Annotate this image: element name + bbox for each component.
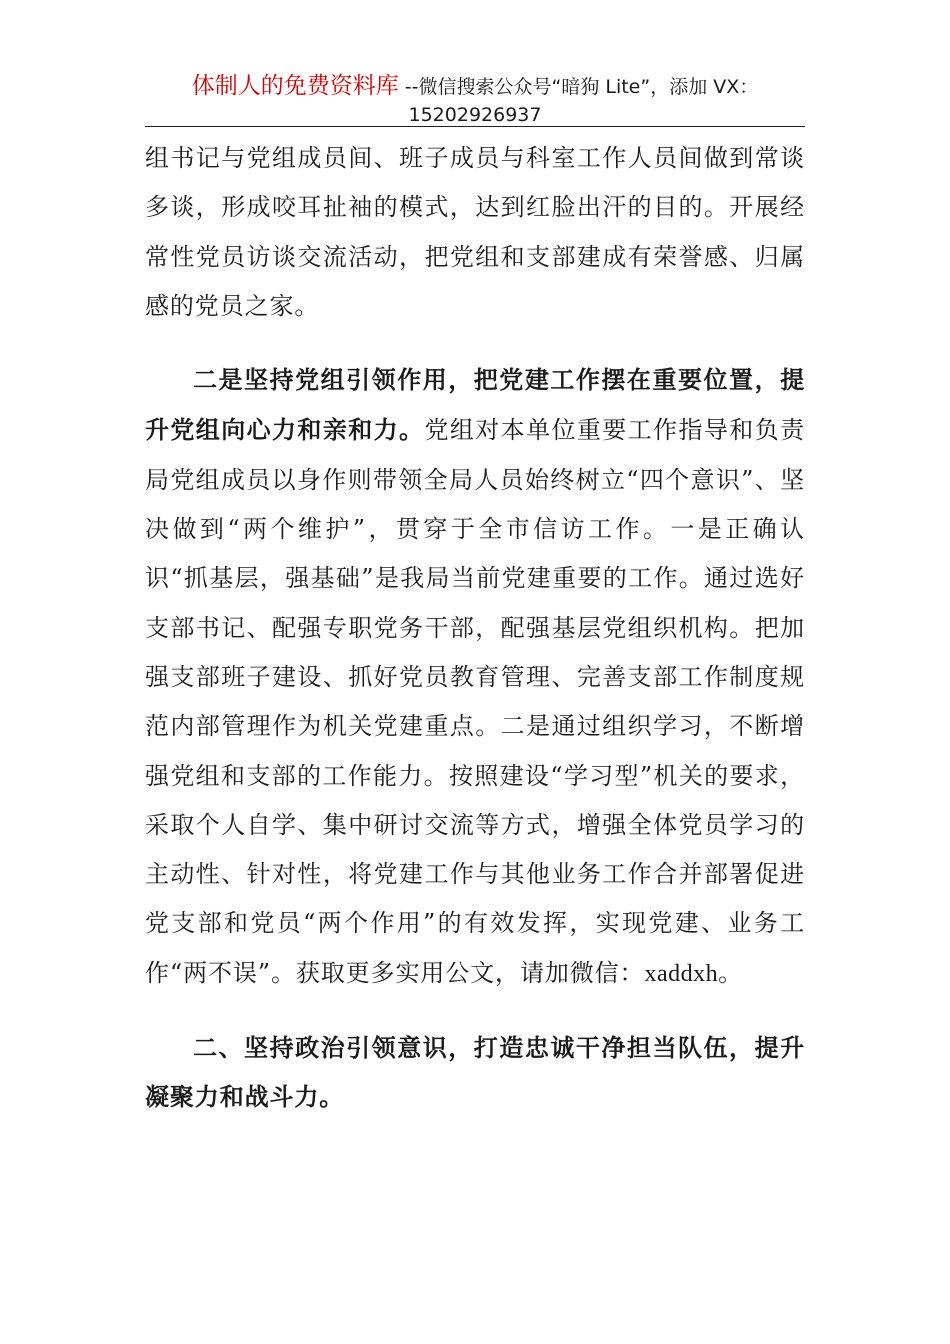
header-divider xyxy=(145,126,805,127)
paragraph-lead-heading: 二是坚持党组引领作用，把党建工作摆在重要位置，提升党组向心力和亲和力。 xyxy=(145,365,805,445)
document-body xyxy=(145,134,805,1122)
paragraph-continued: 组书记与党组成员间、班子成员与科室工作人员间做到常谈多谈，形成咬耳扯袖的模式，达到红脸出汗的目的。开展经常性党员访谈交流活动，把党组和支部建成有荣誉感、归属感的党员之家。 xyxy=(145,144,805,320)
paragraph-body-text: 党组对本单位重要工作指导和负责局党组成员以身作则带领全局人员始终树立“四个意识”、坚决做到“两个维护”，贯穿于全市信访工作。一是正确认识“抓基层，强基础”是我局当前党建重要的工作。通过选好支部书记、配强专职党务干部，配强基层党组织机构。把加强支部班子建设、抓好党员教育管理、完善支部工作制度规范内部管理作为机关党建重点。二是通过组织学习，不断增强党组和支部的工作能力。按照建设“学习型”机关的要求，采取个人自学、集中研讨交流等方式，增强全体党员学习的主动性、针对性，将党建工作与其他业务工作合并部署促进党支部和党员“两个作用”的有效发挥，实现党建、业务工作“两不误”。获取更多实用公文，请加微信： xyxy=(145,416,806,987)
section-heading: 二、坚持政治引领意识，打造忠诚干净担当队伍，提升凝聚力和战斗力。 xyxy=(145,1033,805,1112)
wechat-id: xaddxh。 xyxy=(644,960,743,987)
header-promo-text: --微信搜索公众号“暗狗 Lite”，添加 VX： xyxy=(398,76,759,98)
paragraph-gap xyxy=(145,331,805,355)
header-phone-number: 15202926937 xyxy=(408,104,542,126)
header-line-1 xyxy=(145,72,805,101)
header-brand: 体制人的免费资料库 xyxy=(191,73,399,99)
document-header xyxy=(145,72,805,129)
paragraph-party-leadership xyxy=(145,355,805,999)
paragraph-gap xyxy=(145,999,805,1023)
